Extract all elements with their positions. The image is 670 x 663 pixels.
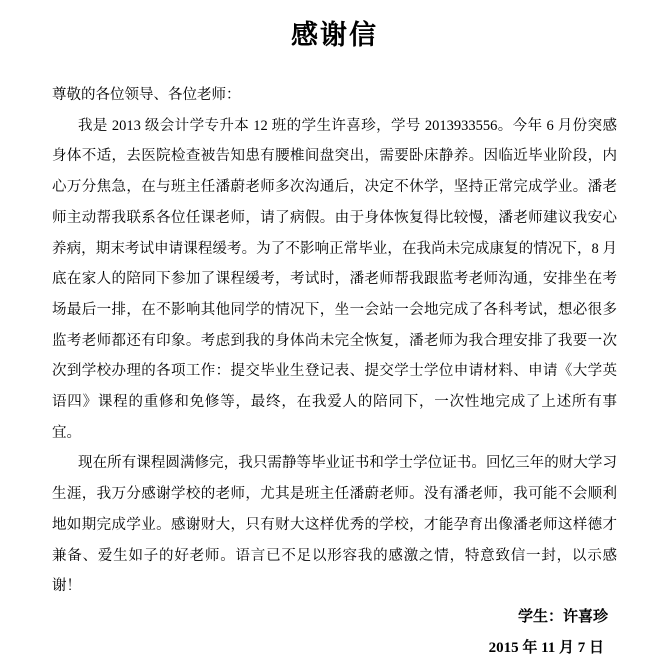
- body-paragraph-2: 现在所有课程圆满修完，我只需静等毕业证书和学士学位证书。回忆三年的财大学习生涯，我万分感谢学校的老师，尤其是班主任潘蔚老师。没有潘老师，我可能不会顺利地如期完成学业。感谢财大，只有财大这样优秀的学校，才能孕育出像潘老师这样德才兼备、爱生如子的好老师。语言已不足以形容我的感激之情，特意致信一封，以示感谢！: [52, 455, 617, 595]
- date-line: 2015 年 11 月 7 日: [488, 639, 604, 656]
- salutation-line: 尊敬的各位领导、各位老师：: [52, 87, 241, 103]
- body-paragraph-1: 我是 2013 级会计学专升本 12 班的学生许喜珍，学号 2013933556。今年 6 月份突感身体不适，去医院检查被告知患有腰椎间盘突出，需要卧床静养。因临近毕业阶段，内心万分焦急，在与班主任潘蔚老师多次沟通后，决定不休学，坚持正常完成学业。潘老师主动帮我联系各位任课老师，请了病假。由于身体恢复得比较慢，潘老师建议我安心养病，期末考试申请课程缓考。为了不影响正常毕业，在我尚未完成康复的情况下，8 月底在家人的陪同下参加了课程缓考，考试时，潘老师帮我跟监考老师沟通，安排坐在考场最后一排，在不影响其他同学的情况下，坐一会站一会地完成了各科考试，想必很多监考老师都还有印象。考虑到我的身体尚未完全恢复，潘老师为我合理安排了我要一次次到学校办理的各项工作：提交毕业生登记表、提交学士学位申请材料、申请《大学英语四》课程的重修和免修等，最终，在我爱人的陪同下，一次性地完成了上述所有事宜。: [52, 117, 617, 441]
- letter-title: 感谢信: [291, 20, 378, 50]
- signature-line: 学生：许喜珍: [517, 608, 608, 625]
